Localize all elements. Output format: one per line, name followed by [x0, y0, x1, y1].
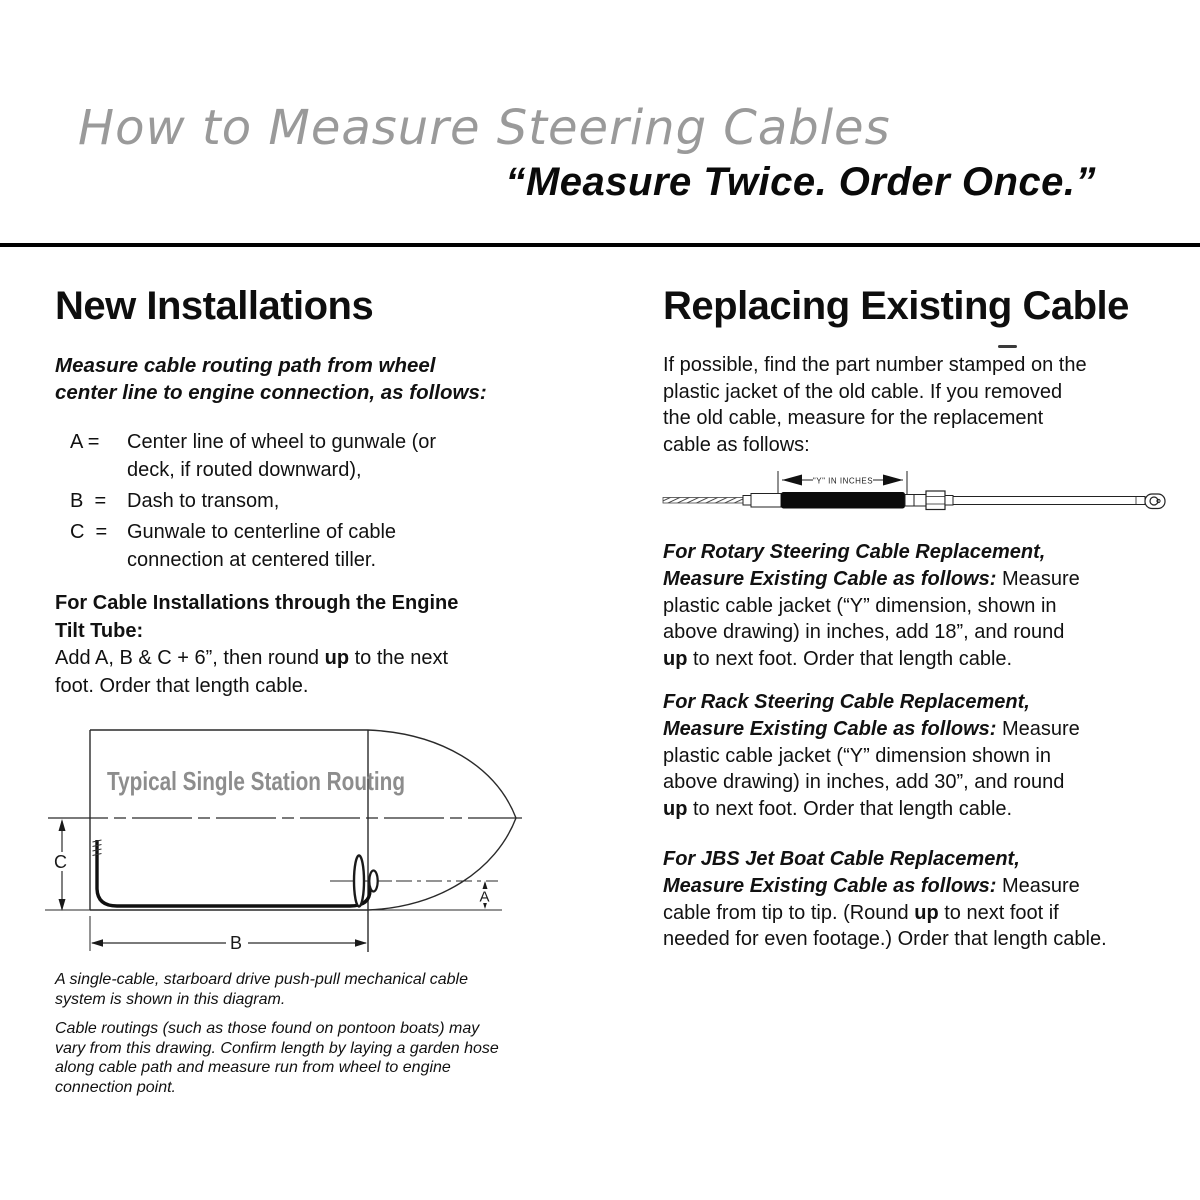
cable-measurement-figure: [655, 460, 1175, 530]
cable-ferrule: [905, 495, 926, 507]
diagram-note-1: A single-cable, starboard drive push-pull mechanical cable system is shown in this diagram.: [55, 971, 468, 1008]
section-heading-replacing-existing-cable: Replacing Existing Cable: [663, 284, 1129, 328]
cable-collar: [743, 496, 751, 506]
document-title: How to Measure Steering Cables: [78, 100, 891, 156]
cable-neck: [945, 496, 953, 506]
left-intro: Measure cable routing path from wheel center line to engine connection, as follows:: [55, 354, 487, 404]
definition-row-c: [70, 518, 436, 574]
dim-label-c: C: [54, 852, 67, 872]
dimension-definitions: [70, 428, 436, 577]
steering-cable-path: [97, 840, 370, 906]
definition-text-b: Dash to transom,: [127, 490, 280, 512]
dim-label-a: A: [479, 888, 490, 906]
diagram-note-2: Cable routings (such as those found on pontoon boats) may vary from this drawing. Confirm length by laying a garden hose along cable path and measure run from wheel to engine connection point.: [55, 1020, 499, 1096]
definition-row-b: [70, 487, 436, 515]
cable-threaded-rod: [663, 498, 743, 504]
definition-row-a: [70, 428, 436, 484]
jet-boat-replacement-paragraph: For JBS Jet Boat Cable Replacement, Measure Existing Cable as follows: Measure cable from tip to tip. (Round up to next foot if needed for even footage.) Order that length cable.: [663, 848, 1107, 951]
boat-hull-outline: [90, 730, 516, 952]
header-divider: [0, 243, 1200, 247]
boat-routing-diagram: [40, 700, 670, 970]
section-heading-new-installations: New Installations: [55, 284, 374, 328]
cable-hex-nut: [926, 491, 945, 510]
definition-text-c: Gunwale to centerline of cable connection at centered tiller.: [127, 521, 397, 571]
right-intro: If possible, find the part number stamped on the plastic jacket of the old cable. If you removed the old cable, measure for the replacement cable as follows:: [663, 354, 1087, 456]
document-tagline: “Measure Twice. Order Once.”: [505, 160, 1096, 204]
cable-cylinder-fitting: [751, 494, 781, 508]
scan-artifact-mark: [998, 345, 1017, 348]
dimension-arrowheads: [59, 819, 488, 947]
rack-replacement-paragraph: For Rack Steering Cable Replacement, Measure Existing Cable as follows: Measure plastic cable jacket (“Y” dimension shown in above drawing) in inches, add 30”, and round up to next foot. Order that length cable.: [663, 691, 1080, 821]
definition-key-a: A =: [70, 431, 100, 453]
diagram-caption: Typical Single Station Routing: [107, 766, 405, 796]
dim-y-label: "Y" IN INCHES: [812, 476, 874, 486]
definition-text-a: Center line of wheel to gunwale (or deck, if routed downward),: [127, 431, 437, 481]
cable-output-tube: [953, 497, 1145, 505]
cable-plastic-jacket: [781, 492, 905, 509]
dim-y-right-arrow: [883, 475, 903, 486]
definition-key-c: C =: [70, 521, 108, 543]
cable-end-cap: [1145, 494, 1165, 509]
rotary-replacement-paragraph: For Rotary Steering Cable Replacement, Measure Existing Cable as follows: Measure plastic cable jacket (“Y” dimension, shown in above drawing) in inches, add 18”, and round up to next foot. Order that length cable.: [663, 541, 1080, 671]
definition-key-b: B =: [70, 490, 107, 512]
dim-y-left-arrow: [782, 475, 802, 486]
steering-wheel-hub: [369, 871, 377, 892]
dim-label-b: B: [230, 933, 243, 953]
steering-wheel: [354, 856, 364, 907]
tilt-tube-note: For Cable Installations through the Engine Tilt Tube: Add A, B & C + 6”, then round up to the next foot. Order that length cable.: [55, 592, 459, 697]
